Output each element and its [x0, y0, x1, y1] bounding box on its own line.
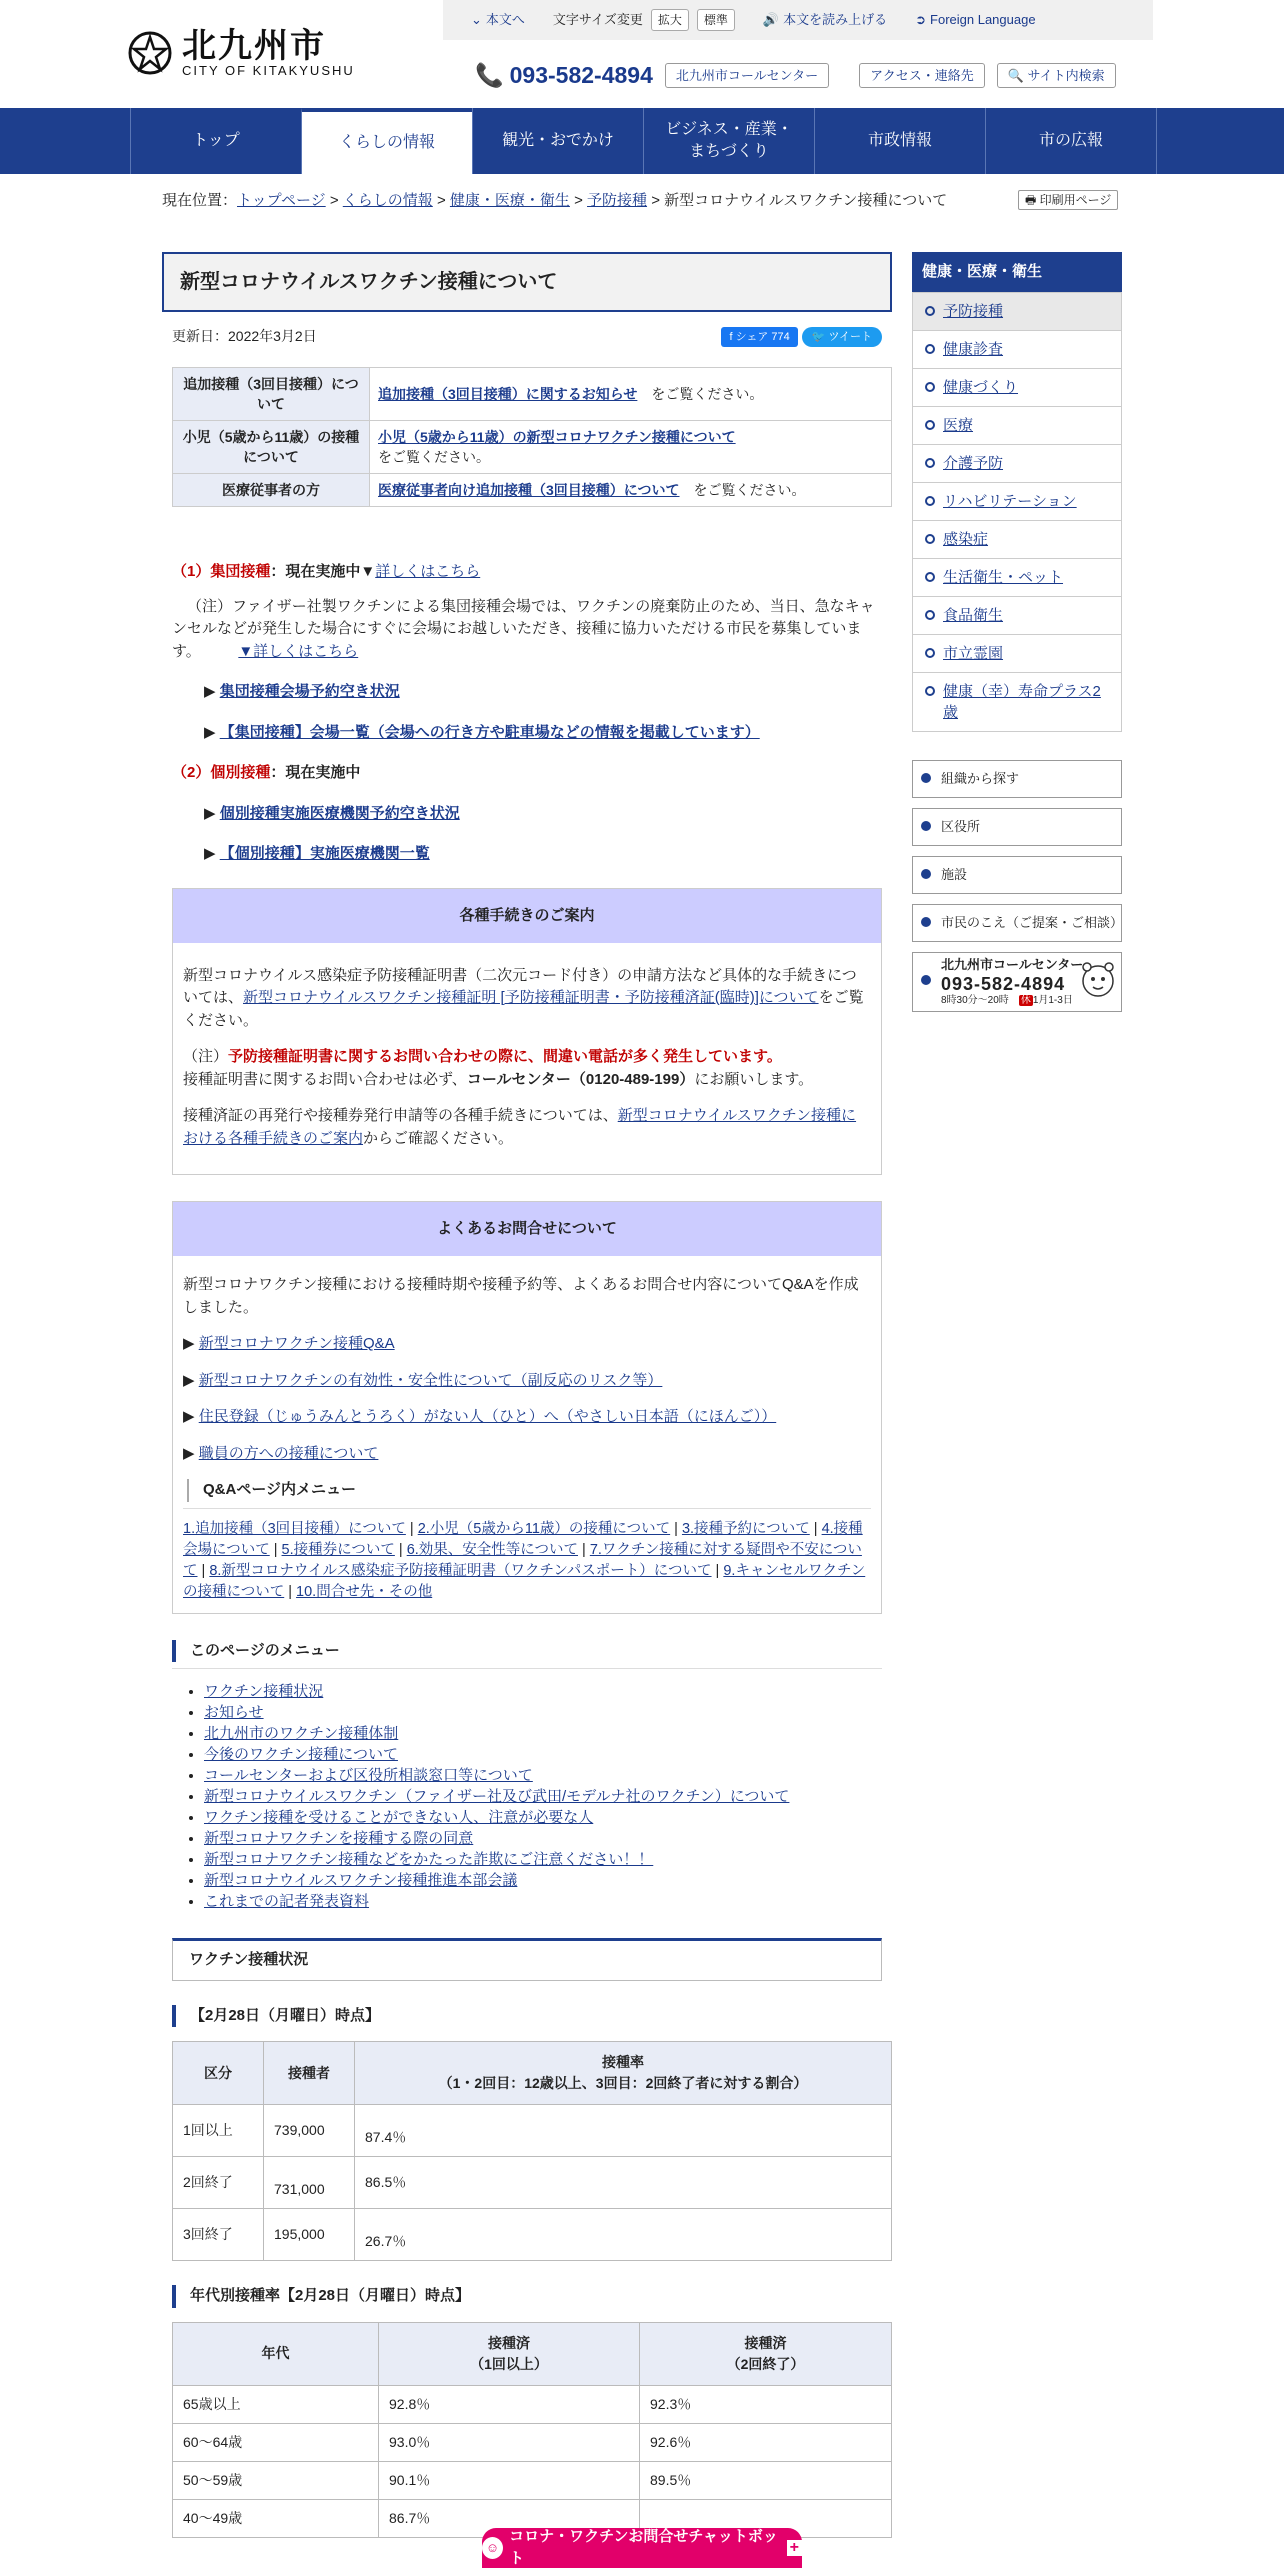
- age-section-title: 年代別接種率【2月28日（月曜日）時点】: [172, 2285, 882, 2308]
- nav-living[interactable]: くらしの情報: [301, 108, 472, 174]
- status-table: [172, 2041, 892, 2261]
- individual-clinics-link[interactable]: 【個別接種】実施医療機関一覧: [219, 845, 430, 862]
- faq-link[interactable]: 新型コロナワクチンの有効性・安全性について（副反応のリスク等）: [198, 1371, 663, 1389]
- table-row: 65歳以上 92.8％ 92.3％: [173, 2385, 892, 2423]
- bullet-icon: [925, 306, 935, 316]
- qa-menu-item[interactable]: 6.効果、安全性等について: [406, 1541, 578, 1558]
- table-header: 接種者: [264, 2042, 355, 2105]
- table-row: 1回以上 739,000 87.4％: [173, 2105, 892, 2157]
- info-row-header: 追加接種（3回目接種）について: [173, 368, 370, 421]
- chatbot-button[interactable]: ☺ コロナ・ワクチンお問合せチャットボット +: [482, 2528, 802, 2568]
- medical-worker-link[interactable]: 医療従事者向け追加接種（3回目接種）について: [378, 482, 680, 498]
- facilities-button[interactable]: 施設: [912, 856, 1122, 894]
- logo-en: CITY OF KITAKYUSHU: [182, 63, 355, 78]
- page-menu-item[interactable]: 新型コロナウイルスワクチン接種推進本部会議: [204, 1872, 518, 1889]
- globe-icon: ➲: [915, 12, 927, 28]
- callcenter-banner[interactable]: 北九州市コールセンター 093-582-4894 8時30分～20時 休 1月1-3日: [912, 952, 1122, 1012]
- ward-offices-button[interactable]: 区役所: [912, 808, 1122, 846]
- sidebar-item[interactable]: 健康診査: [913, 330, 1121, 368]
- page-menu: [172, 1681, 882, 1912]
- individual-clinics: ▶ 【個別接種】実施医療機関一覧: [204, 845, 430, 862]
- site-search-button[interactable]: 🔍 サイト内検索: [997, 63, 1116, 89]
- table-header: 年代: [173, 2322, 379, 2385]
- chevron-down-icon: ⌄: [471, 12, 482, 28]
- group-note: （注）ファイザー社製ワクチンによる集団接種会場では、ワクチンの廃棄防止のため、当日、急なキャンセルなどが発生した場合にすぐに会場にお越しいただき、接種に協力いただける市民を募集しています。 ▼詳しくはこちら: [172, 597, 875, 660]
- nav-business[interactable]: ビジネス・産業・ まちづくり: [643, 108, 814, 174]
- qa-menu-item[interactable]: 8.新型コロナウイルス感染症予防接種証明書（ワクチンパスポート）について: [209, 1562, 712, 1579]
- global-nav: [0, 108, 1284, 174]
- font-standard-button[interactable]: 標準: [697, 9, 735, 31]
- group-venues-link[interactable]: 【集団接種】会場一覧（会場への行き方や駐車場などの情報を掲載しています）: [219, 723, 760, 741]
- sidebar-heading: 健康・医療・衛生: [912, 252, 1122, 292]
- page-menu-item[interactable]: ワクチン接種状況: [204, 1683, 324, 1700]
- qa-menu-item[interactable]: 10.問合せ先・その他: [296, 1583, 433, 1600]
- qa-menu-item[interactable]: 4.接種会場について: [183, 1520, 863, 1558]
- page-menu-item[interactable]: 北九州市のワクチン接種体制: [204, 1725, 399, 1742]
- font-size-label: 文字サイズ変更: [552, 12, 643, 28]
- table-header: 区分: [173, 2042, 264, 2105]
- individual-availability: ▶ 個別接種実施医療機関予約空き状況: [204, 804, 460, 822]
- phone-icon: 📞: [475, 62, 504, 88]
- tweet-button[interactable]: 🐦 ツイート: [802, 327, 882, 347]
- sidebar-item[interactable]: 予防接種: [913, 292, 1121, 330]
- table-row: 3回終了 195,000 26.7％: [173, 2209, 892, 2261]
- sidebar-item[interactable]: 介護予防: [913, 444, 1121, 482]
- group-details-link[interactable]: 詳しくはこちら: [375, 563, 481, 580]
- updated-date: 更新日：2022年3月2日: [172, 328, 317, 344]
- qa-menu-item[interactable]: 3.接種予約について: [681, 1520, 810, 1537]
- bullet-icon: [921, 821, 931, 831]
- individual-availability-link[interactable]: 個別接種実施医療機関予約空き状況: [219, 804, 460, 822]
- group-vaccination-label: （1）集団接種: [172, 563, 271, 580]
- chatbot-icon: ☺: [482, 2537, 503, 2559]
- twitter-icon: 🐦: [811, 330, 826, 343]
- city-emblem-icon: [128, 31, 172, 75]
- read-aloud-link[interactable]: 🔊 本文を読み上げる: [763, 10, 887, 30]
- faq-box: よくあるお問合せについて 新型コロナワクチン接種における接種時期や接種予約等、よくあるお問合せ内容についてQ&Aを作成しました。 ▶ 新型コロナワクチン接種Q&A ▶ 新型コロナワクチンの有効性・安全性について（副反応のリスク等） ▶ 住民登録（じゅうみんとうろく）がない人（ひと）へ（やさしい日本語（にほんご）） ▶ 職員の方への接種について Q&Aページ内メニュー 1.追加接種（3回目接種）について | 2.小児（5歳から11歳）の接種について | 3.接種予約について | 4.接種会場について | 5.接種券について | 6.効果、安全性等について | 7.ワクチン接種に対する疑問や不安について | 8.新型コロナウイルス感染症予防接種証明書（ワクチンパスポート）について | 9.キャンセルワクチンの接種について | 10.問合せ先・その他: [172, 1201, 882, 1614]
- font-size-control: [553, 9, 735, 31]
- qa-menu-item[interactable]: 1.追加接種（3回目接種）について: [183, 1520, 406, 1537]
- faq-link[interactable]: 職員の方への接種について: [198, 1444, 379, 1462]
- plus-icon: +: [787, 2540, 802, 2556]
- bullet-icon: [921, 975, 931, 985]
- procedures-heading: 各種手続きのご案内: [173, 889, 881, 943]
- status-section-title: ワクチン接種状況: [172, 1938, 882, 1981]
- site-header: [0, 0, 1284, 108]
- sidebar-item[interactable]: 感染症: [913, 520, 1121, 558]
- info-table: 追加接種（3回目接種）について 追加接種（3回目接種）に関するお知らせ をご覧ください。 小児（5歳から11歳）の接種について 小児（5歳から11歳）の新型コロナワクチン接種について をご覧ください。 医療従事者の方 医療従事者向け追加接種（3回目接種）について をご覧ください。: [172, 367, 892, 507]
- page-menu-item[interactable]: これまでの記者発表資料: [204, 1893, 370, 1910]
- qa-menu-title: Q&Aページ内メニュー: [187, 1479, 871, 1502]
- bullet-icon: [921, 917, 931, 927]
- page-menu-item[interactable]: 新型コロナワクチン接種などをかたった詐欺にご注意ください！！: [204, 1851, 654, 1868]
- page-menu-item[interactable]: 今後のワクチン接種について: [204, 1746, 398, 1763]
- page-menu-title: このページのメニュー: [172, 1640, 882, 1663]
- bullet-icon: [921, 773, 931, 783]
- page-menu-item[interactable]: ワクチン接種を受けることができない人、注意が必要な人: [204, 1809, 594, 1826]
- individual-vaccination-label: （2）個別接種: [172, 764, 271, 781]
- table-header: 接種済 （1回以上）: [379, 2322, 640, 2385]
- page-menu-item[interactable]: 新型コロナウイルスワクチン（ファイザー社及び武田/モデルナ社のワクチン）について: [204, 1788, 790, 1805]
- print-page-button[interactable]: 🖶 印刷用ページ: [1018, 190, 1118, 210]
- booster-link[interactable]: 追加接種（3回目接種）に関するお知らせ: [378, 386, 638, 402]
- info-row-header: 医療従事者の方: [173, 474, 370, 507]
- sidebar-item[interactable]: 食品衛生: [913, 596, 1121, 634]
- citizen-voice-button[interactable]: 市民のこえ（ご提案・ご相談）: [912, 904, 1122, 942]
- table-row: 40～49歳 86.7％: [173, 2499, 892, 2537]
- logo-jp: 北九州市: [182, 27, 326, 65]
- sidebar: [912, 252, 1122, 1012]
- bullet-icon: [925, 610, 935, 620]
- sidebar-item[interactable]: リハビリテーション: [913, 482, 1121, 520]
- bullet-icon: [925, 534, 935, 544]
- search-icon: 🔍: [1007, 67, 1024, 83]
- bullet-icon: [925, 344, 935, 354]
- font-large-button[interactable]: 拡大: [651, 9, 689, 31]
- group-availability: ▶ 集団接種会場予約空き状況: [204, 683, 400, 700]
- bullet-icon: [921, 869, 931, 879]
- page-title: 新型コロナウイルスワクチン接種について: [162, 252, 892, 312]
- qa-menu: 1.追加接種（3回目接種）について | 2.小児（5歳から11歳）の接種について | 3.接種予約について | 4.接種会場について | 5.接種券について | 6.効果、安全性等について | 7.ワクチン接種に対する疑問や不安について | 8.新型コロナウイルス感染症予防接種証明書（ワクチンパスポート）について | 9.キャンセルワクチンの接種について | 10.問合せ先・その他: [183, 1520, 866, 1600]
- info-row-header: 小児（5歳から11歳）の接種について: [173, 421, 370, 474]
- faq-link[interactable]: 住民登録（じゅうみんとうろく）がない人（ひと）へ（やさしい日本語（にほんご））: [198, 1408, 777, 1425]
- qa-menu-item[interactable]: 7.ワクチン接種に対する疑問や不安について: [183, 1541, 862, 1579]
- breadcrumb: 現在位置：トップページ > くらしの情報 > 健康・医療・衛生 > 予防接種 > 新型コロナウイルスワクチン接種について: [162, 192, 948, 209]
- bullet-icon: [925, 382, 935, 392]
- bullet-icon: [925, 496, 935, 506]
- qa-menu-item[interactable]: 5.接種券について: [281, 1541, 395, 1558]
- child-vaccine-link[interactable]: 小児（5歳から11歳）の新型コロナワクチン接種について: [378, 429, 736, 445]
- certificate-link[interactable]: 新型コロナウイルスワクチン接種証明 [予防接種証明書・予防接種済証(臨時)]について: [243, 989, 819, 1006]
- utility-bar: [443, 0, 1153, 40]
- phone-number: 📞 093-582-4894: [475, 58, 653, 93]
- faq-link[interactable]: 新型コロナワクチン接種Q&A: [198, 1335, 395, 1352]
- page-menu-item[interactable]: お知らせ: [204, 1704, 264, 1721]
- skip-to-content-link[interactable]: ⌄ 本文へ: [471, 10, 525, 30]
- facebook-icon: f: [729, 330, 733, 343]
- bullet-icon: [925, 572, 935, 582]
- table-row: 50～59歳 90.1％ 89.5％: [173, 2461, 892, 2499]
- access-contact-button[interactable]: アクセス・連絡先: [859, 63, 985, 89]
- nav-city-info[interactable]: 市政情報: [814, 108, 985, 174]
- table-header: 接種率 （1・2回目：12歳以上、3回目：2回終了者に対する割合）: [355, 2042, 892, 2105]
- faq-intro: 新型コロナワクチン接種における接種時期や接種予約等、よくあるお問合せ内容についてQ&Aを作成しました。: [183, 1276, 859, 1316]
- table-row: 2回終了 731,000 86.5％: [173, 2157, 892, 2209]
- sidebar-item[interactable]: 健康づくり: [913, 368, 1121, 406]
- breadcrumb-health[interactable]: 健康・医療・衛生: [449, 192, 570, 209]
- sidebar-item[interactable]: 市立霊園: [913, 634, 1121, 672]
- sidebar-item[interactable]: 健康（幸）寿命プラス2歳: [913, 672, 1121, 731]
- bullet-icon: [925, 686, 935, 696]
- sidebar-menu: [912, 292, 1122, 732]
- faq-heading: よくあるお問合せについて: [173, 1202, 881, 1256]
- status-date: 【2月28日（月曜日）時点】: [172, 2005, 882, 2028]
- find-by-organization-button[interactable]: 組織から探す: [912, 760, 1122, 798]
- callcenter-button[interactable]: 北九州市コールセンター: [665, 63, 829, 89]
- breadcrumb-current: 新型コロナウイルスワクチン接種について: [664, 192, 948, 209]
- group-note-link[interactable]: ▼詳しくはこちら: [238, 642, 359, 660]
- breadcrumb-vaccination[interactable]: 予防接種: [587, 192, 648, 209]
- nav-top[interactable]: トップ: [130, 108, 301, 174]
- table-row: 60～64歳 93.0％ 92.6％: [173, 2423, 892, 2461]
- breadcrumb-top[interactable]: トップページ: [237, 192, 326, 209]
- qa-menu-item[interactable]: 2.小児（5歳から11歳）の接種について: [417, 1520, 671, 1537]
- age-table: [172, 2322, 892, 2538]
- bullet-icon: [925, 458, 935, 468]
- bullet-icon: [925, 420, 935, 430]
- procedures-box: 各種手続きのご案内 新型コロナウイルス感染症予防接種証明書（二次元コード付き）の申請方法など具体的な手続きについては、新型コロナウイルスワクチン接種証明 [予防接種証明書・予防接種済証(臨時)]についてをご覧ください。 （注）予防接種証明書に関するお問い合わせの際に、間違い電話が多く発生しています。 接種証明書に関するお問い合わせは必ず、コールセンター（0120-489-199）にお願いします。 接種済証の再発行や接種券発行申請等の各種手続きについては、新型コロナウイルスワクチン接種における各種手続きのご案内からご確認ください。: [172, 888, 882, 1176]
- table-header: 接種済 （2回終了）: [640, 2322, 892, 2385]
- group-availability-link[interactable]: 集団接種会場予約空き状況: [219, 683, 400, 700]
- printer-icon: 🖶: [1025, 193, 1037, 207]
- page-menu-item[interactable]: 新型コロナワクチンを接種する際の同意: [204, 1830, 474, 1847]
- sidebar-item[interactable]: 医療: [913, 406, 1121, 444]
- bullet-icon: [925, 648, 935, 658]
- nav-pr[interactable]: 市の広報: [985, 108, 1157, 174]
- sidebar-item[interactable]: 生活衛生・ペット: [913, 558, 1121, 596]
- page-menu-item[interactable]: コールセンターおよび区役所相談窓口等について: [204, 1767, 533, 1784]
- speaker-icon: 🔊: [762, 12, 780, 28]
- nav-tourism[interactable]: 観光・おでかけ: [472, 108, 643, 174]
- foreign-language-link[interactable]: ➲ Foreign Language: [915, 10, 1035, 30]
- procedures-guide-link[interactable]: 新型コロナウイルスワクチン接種における各種手続きのご案内: [183, 1107, 857, 1147]
- group-venues: ▶ 【集団接種】会場一覧（会場への行き方や駐車場などの情報を掲載しています）: [204, 723, 760, 741]
- qa-menu-item[interactable]: 9.キャンセルワクチンの接種について: [183, 1562, 866, 1600]
- site-logo[interactable]: [128, 28, 355, 78]
- main-content: 新型コロナウイルスワクチン接種について 更新日：2022年3月2日 f シェア 774 🐦 ツイート 追加接種（3回目接種）について 追加接種（3回目接種）に関するお知らせ をご覧ください。 小児（5歳から11歳）の接種について 小児（5歳から11歳）の新型コロナワクチン接種について をご覧ください。 医療従事者の方 医療従事者向け追加接種（3回目接種）について をご覧ください。 （1）集団接種：現在実施中▼詳しくはこちら （注）ファイザー社製ワクチンによる集団接種会場では、ワクチンの廃棄防止のため、当日、急なキャンセルなどが発生した場合にすぐに会場にお越しいただき、接種に協力いただける市民を募集しています。 ▼詳しくはこちら ▶ 集団接種会場予約空き状況 ▶ 【集団接種】会場一覧（会場への行き方や駐車場などの情報を掲載しています） （2）個別接種：現在実施中 ▶ 個別接種実施医療機関予約空き状況 ▶ 【個別接種】実施医療機関一覧 各種手続きのご案内 新型コロナウイルス感染症予防接種証明書（二次元コード付き）の申請方法など具体的な手続きについては、新型コロナウイルスワクチン接種証明 [予防接種証明書・予防接種済証(臨時)]についてをご覧ください。 （注）予防接種証明書に関するお問い合わせの際に、間違い電話が多く発生しています。 接種証明書に関するお問い合わせは必ず、コールセンター（0120-489-199）にお願いします。 接種済証の再発行や接種券発行申請等の各種手続きについては、新型コロナウイルスワクチン接種における各種手続きのご案内からご確認ください。 よくあるお問合せについて 新型コロナワクチン接種における接種時期や接種予約等、よくあるお問合せ内容についてQ&Aを作成しました。 ▶ 新型コロナワクチン接種Q&A ▶ 新型コロナワクチンの有効性・安全性について（副反応のリスク等） ▶ 住民登録（じゅうみんとうろく）がない人（ひと）へ（やさしい日本語（にほんご）） ▶ 職員の方への接種について Q&Aページ内メニュー 1.追加接種（3回目接種）について | 2.小児（5歳から11歳）の接種について | 3.接種予約について | 4.接種会場について | 5.接種券について | 6.効果、安全性等について | 7.ワクチン接種に対する疑問や不安について | 8.新型コロナウイルス感染症予防接種証明書（ワクチンパスポート）について | 9.キャンセルワクチンの接種について | 10.問合せ先・その他 このページのメニュー • ワクチン接種状況 • お知らせ • 北九州市のワクチン接種体制 • 今後のワクチン接種について • コールセンターおよび区役所相談窓口等について • 新型コロナウイルスワクチン（ファイザー社及び武田/モデルナ社のワクチン）について • ワクチン接種を受けることができない人、注意が必要な人 • 新型コロナワクチンを接種する際の同意 • 新型コロナワクチン接種などをかたった詐欺にご注意ください！！ • 新型コロナウイルスワクチン接種推進本部会議 • これまでの記者発表資料 ワクチン接種状況 【2月28日（月曜日）時点】 区分 接種者 接種率 （1・2回目：12歳以上、3回目：2回終了者に対する割合） 1回以上 739,000 87.4％ 2回終了 731,000 86.5％ 3回終了 195,000 26.7％ 年代別接種率【2月28日（月曜日）時点】 年代 接種済 （1回以上） 接種済 （2回終了） 65歳以上 92.8％ 92.3％ 60～64歳 93.0％ 92.6％ 50～59歳 90.1％ 89.5％ 40～49歳 86.7％: [162, 252, 892, 2538]
- breadcrumb-living[interactable]: くらしの情報: [342, 192, 433, 209]
- facebook-share-button[interactable]: f シェア 774: [721, 327, 797, 347]
- mascot-icon: [1079, 961, 1117, 1005]
